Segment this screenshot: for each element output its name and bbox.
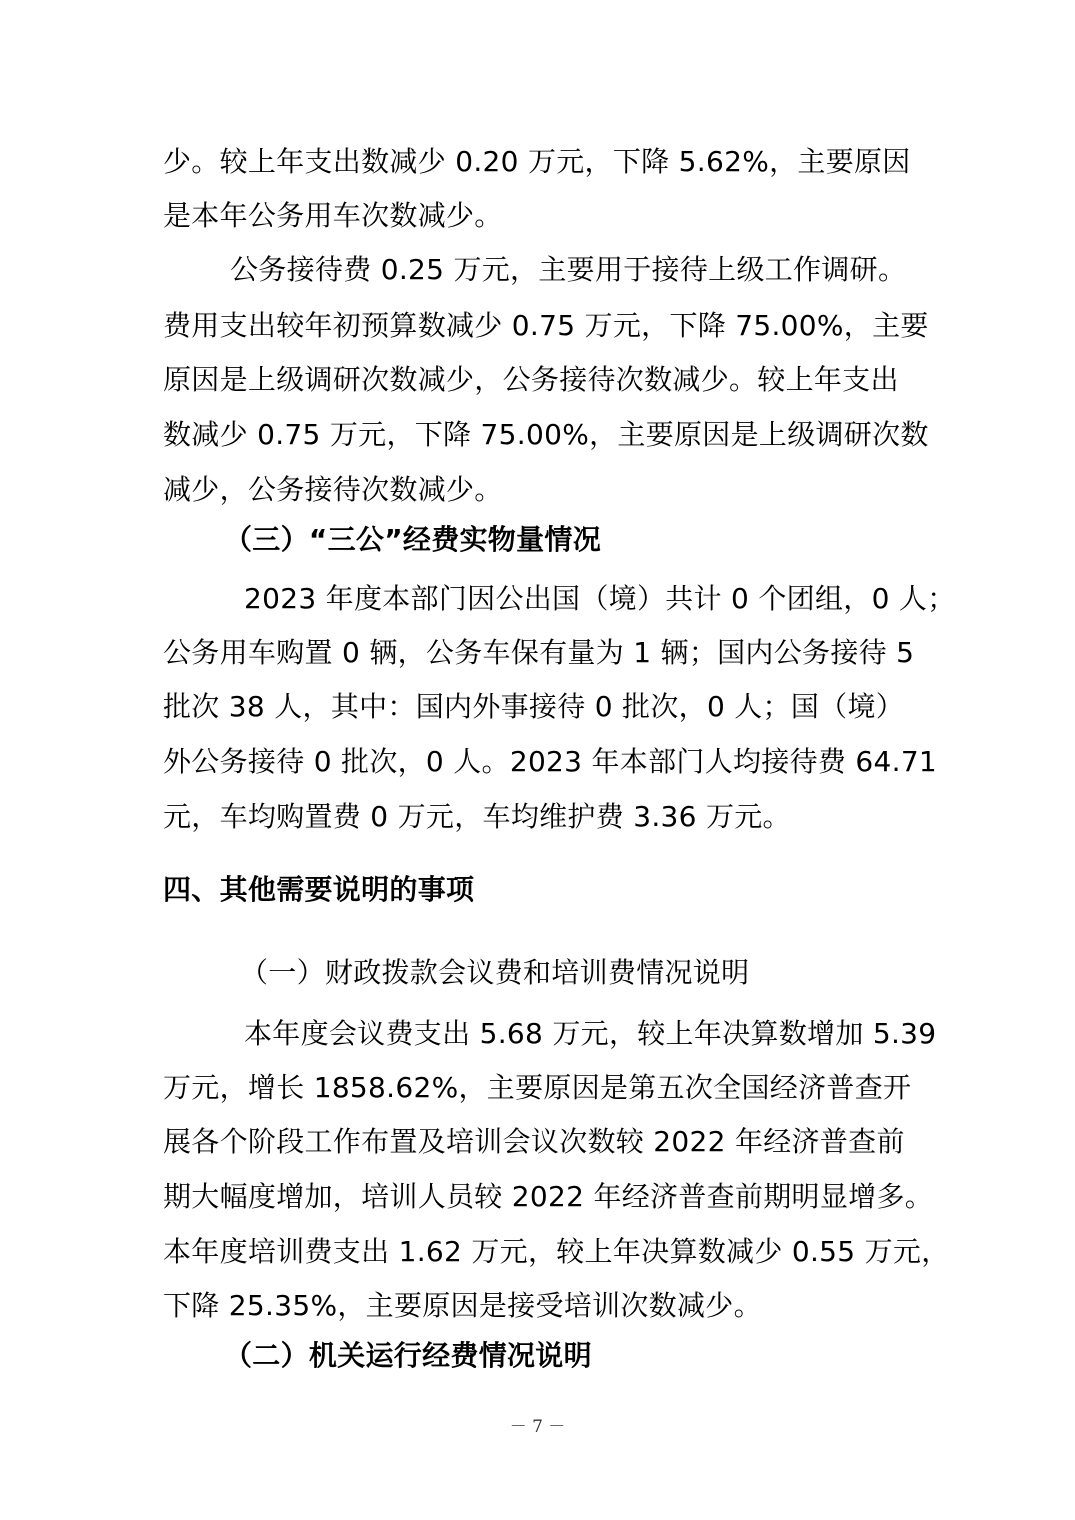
paragraph-line: 原因是上级调研次数减少，公务接待次数减少。较上年支出: [163, 363, 899, 396]
subheading-meeting: （一）财政拨款会议费和培训费情况说明: [240, 956, 750, 989]
paragraph-line: 万元，增长 1858.62%，主要原因是第五次全国经济普查开: [163, 1071, 912, 1104]
paragraph-line: 少。较上年支出数减少 0.20 万元，下降 5.62%，主要原因: [163, 145, 911, 178]
paragraph-line: 2023 年度本部门因公出国（境）共计 0 个团组，0 人；: [244, 582, 956, 615]
subheading-operation: （二）机关运行经费情况说明: [224, 1339, 592, 1372]
paragraph-line: 批次 38 人，其中：国内外事接待 0 批次，0 人；国（境）: [163, 690, 905, 723]
paragraph-line: 是本年公务用车次数减少。: [163, 199, 503, 232]
paragraph-line: 减少，公务接待次数减少。: [163, 473, 503, 506]
paragraph-line: 期大幅度增加，培训人员较 2022 年经济普查前期明显增多。: [163, 1180, 934, 1213]
section-heading: 四、其他需要说明的事项: [163, 873, 475, 906]
page-number: － 7 －: [509, 1417, 566, 1437]
paragraph-line: 本年度会议费支出 5.68 万元，较上年决算数增加 5.39: [244, 1017, 937, 1050]
paragraph-line: 公务用车购置 0 辆，公务车保有量为 1 辆；国内公务接待 5: [163, 636, 915, 669]
paragraph-line: 数减少 0.75 万元，下降 75.00%，主要原因是上级调研次数: [163, 418, 929, 451]
paragraph-line: 下降 25.35%，主要原因是接受培训次数减少。: [163, 1289, 762, 1322]
subheading-sangong: （三）“三公”经费实物量情况: [224, 523, 602, 556]
paragraph-line: 本年度培训费支出 1.62 万元，较上年决算数减少 0.55 万元，: [163, 1235, 950, 1268]
paragraph-line: 外公务接待 0 批次，0 人。2023 年本部门人均接待费 64.71: [163, 745, 938, 778]
paragraph-line: 公务接待费 0.25 万元，主要用于接待上级工作调研。: [230, 253, 907, 286]
paragraph-line: 元，车均购置费 0 万元，车均维护费 3.36 万元。: [163, 800, 791, 833]
paragraph-line: 费用支出较年初预算数减少 0.75 万元，下降 75.00%，主要: [163, 309, 929, 342]
paragraph-line: 展各个阶段工作布置及培训会议次数较 2022 年经济普查前: [163, 1125, 905, 1158]
